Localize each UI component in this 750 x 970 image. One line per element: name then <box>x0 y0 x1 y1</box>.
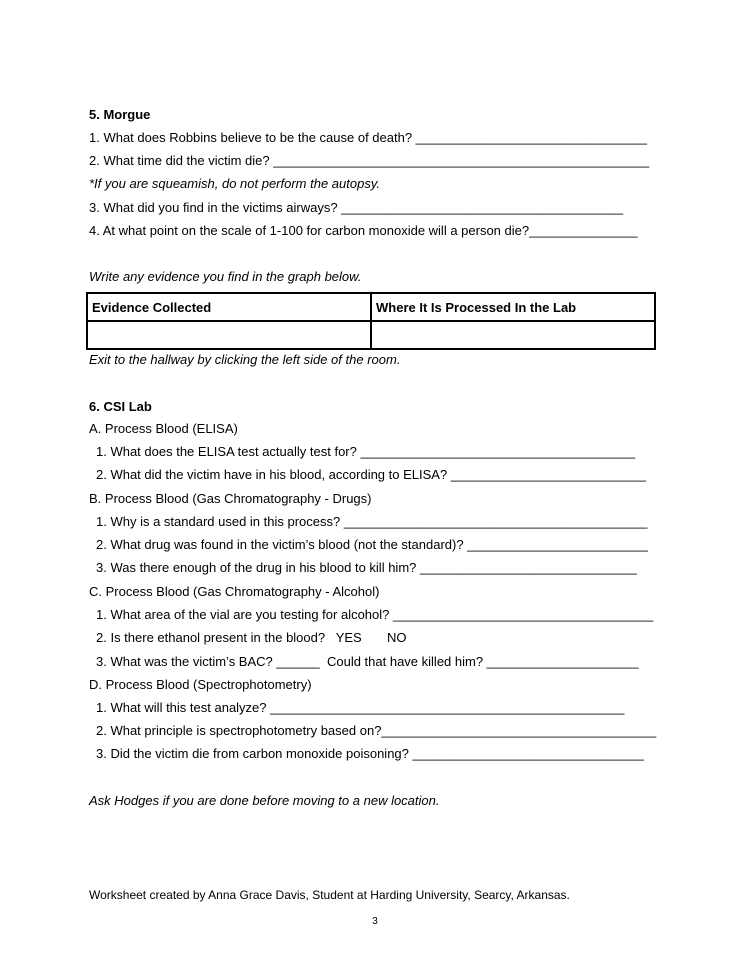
section-heading-morgue: 5. Morgue <box>89 107 151 122</box>
question-elisa-test: 1. What does the ELISA test actually test for? ______________________________________ <box>96 444 636 459</box>
question-airways: 3. What did you find in the victims airways? _______________________________________ <box>89 200 624 215</box>
table-row <box>87 321 655 349</box>
question-standard: 1. Why is a standard used in this process? __________________________________________ <box>96 514 648 529</box>
footer-credit: Worksheet created by Anna Grace Davis, Student at Harding University, Searcy, Arkansas. <box>89 888 570 902</box>
section-heading-csi-lab: 6. CSI Lab <box>89 399 152 414</box>
question-carbon-monoxide-scale: 4. At what point on the scale of 1-100 for carbon monoxide will a person die?_______________ <box>89 223 638 238</box>
final-note: Ask Hodges if you are done before moving to a new location. <box>89 793 440 808</box>
table-cell-evidence[interactable] <box>87 321 371 349</box>
question-ethanol-present: 2. Is there ethanol present in the blood? YES NO <box>96 630 407 645</box>
question-test-analyze: 1. What will this test analyze? _________________________________________________ <box>96 700 625 715</box>
column-header-evidence: Evidence Collected <box>87 293 371 321</box>
question-drug-found: 2. What drug was found in the victim’s blood (not the standard)? _________________________ <box>96 537 648 552</box>
subsection-spectrophotometry: D. Process Blood (Spectrophotometry) <box>89 677 312 692</box>
evidence-prompt: Write any evidence you find in the graph below. <box>89 269 362 284</box>
question-drug-lethal: 3. Was there enough of the drug in his blood to kill him? ______________________________ <box>96 560 637 575</box>
table-cell-location[interactable] <box>371 321 655 349</box>
question-cause-of-death: 1. What does Robbins believe to be the cause of death? ________________________________ <box>89 130 648 145</box>
question-co-poisoning: 3. Did the victim die from carbon monoxide poisoning? ________________________________ <box>96 746 644 761</box>
question-elisa-result: 2. What did the victim have in his blood, according to ELISA? ___________________________ <box>96 467 647 482</box>
evidence-table <box>86 292 656 350</box>
subsection-elisa: A. Process Blood (ELISA) <box>89 421 238 436</box>
squeamish-note: *If you are squeamish, do not perform the autopsy. <box>89 176 380 191</box>
subsection-gc-alcohol: C. Process Blood (Gas Chromatography - Alcohol) <box>89 584 380 599</box>
question-principle: 2. What principle is spectrophotometry based on?______________________________________ <box>96 723 657 738</box>
question-time-of-death: 2. What time did the victim die? ____________________________________________________ <box>89 153 650 168</box>
exit-note: Exit to the hallway by clicking the left side of the room. <box>89 352 401 367</box>
page-number: 3 <box>372 916 378 927</box>
column-header-location: Where It Is Processed In the Lab <box>371 293 655 321</box>
question-vial-area: 1. What area of the vial are you testing for alcohol? ____________________________________ <box>96 607 654 622</box>
question-bac: 3. What was the victim’s BAC? ______ Could that have killed him? _____________________ <box>96 654 639 669</box>
evidence-table-header-row <box>87 293 655 321</box>
subsection-gc-drugs: B. Process Blood (Gas Chromatography - Drugs) <box>89 491 372 506</box>
